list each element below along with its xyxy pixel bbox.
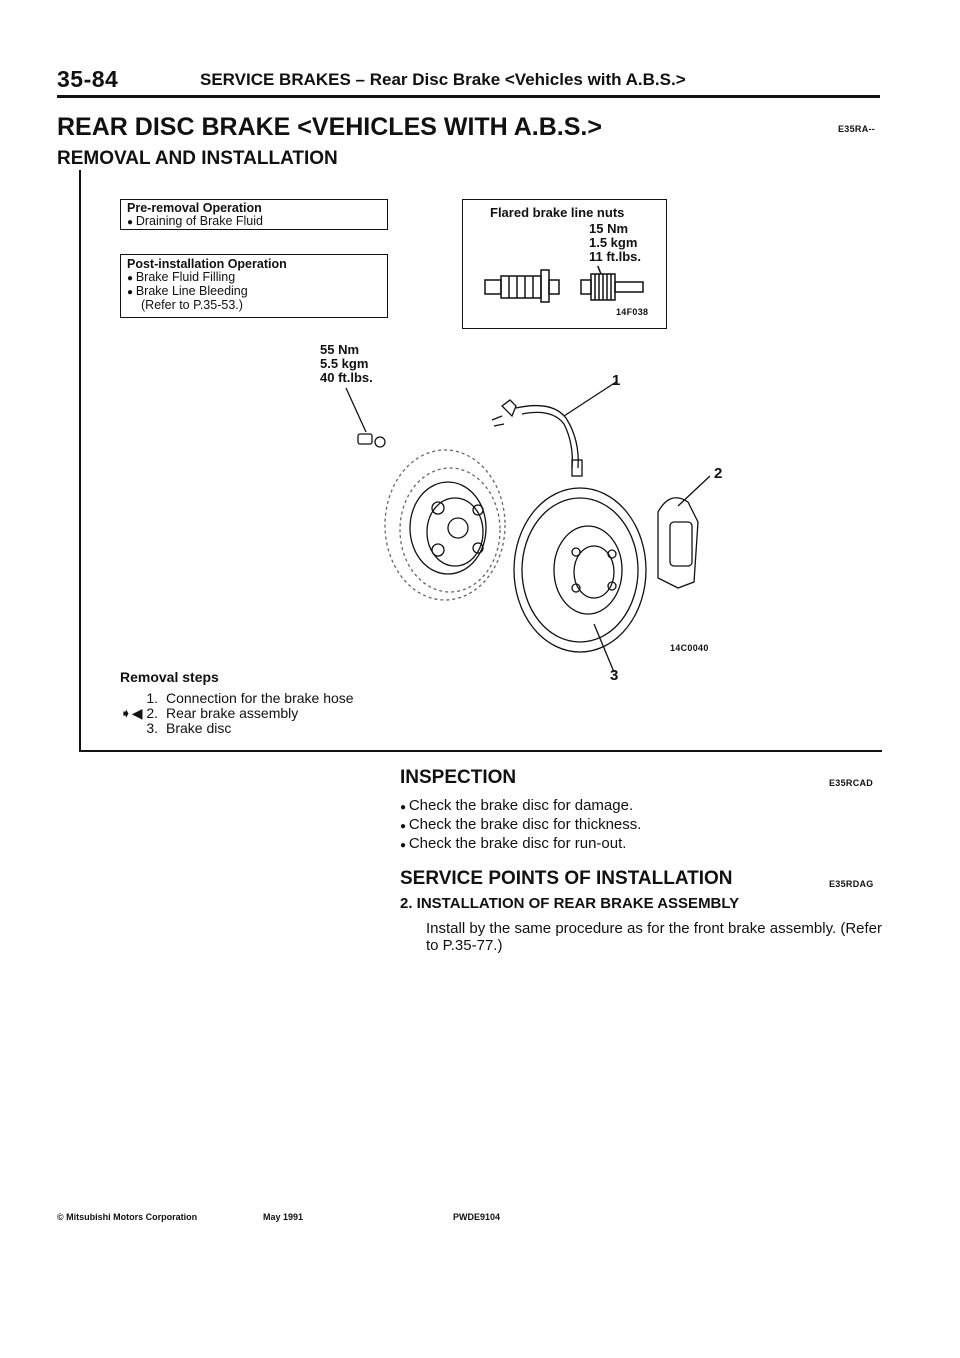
callout-1: 1 [612,372,621,389]
service-step-text: Install by the same procedure as for the front brake assembly. (Refer to P.35-77.) [426,920,882,954]
flare-spec-kgm: 1.5 kgm [589,235,638,250]
pre-removal-item: ● Draining of Brake Fluid [127,215,381,229]
page-title: REAR DISC BRAKE <VEHICLES WITH A.B.S.> [57,113,602,141]
service-points-code: E35RDAG [829,879,874,889]
post-installation-title: Post-installation Operation [127,257,287,271]
service-step-title: 2. INSTALLATION OF REAR BRAKE ASSEMBLY [400,895,740,912]
flare-spec-ftlbs: 11 ft.lbs. [589,249,642,264]
service-points-heading: SERVICE POINTS OF INSTALLATION [400,868,733,889]
step-text: Connection for the brake hose [166,690,354,706]
removal-steps [120,670,354,736]
removal-steps-title: Removal steps [120,669,219,685]
removal-step [120,706,354,721]
step-number: 2. [146,705,159,721]
running-title: SERVICE BRAKES – Rear Disc Brake <Vehicles with A.B.S.> [200,70,686,89]
flare-figure-code: 14F038 [616,307,649,317]
footer-pub-code: PWDE9104 [453,1212,501,1222]
inspection-code: E35RCAD [829,778,874,788]
figure-frame-bottom [79,750,882,752]
flare-box-title: Flared brake line nuts [490,205,625,220]
inspection-list [400,797,641,854]
removal-step [120,721,354,736]
flare-nut-box [462,199,667,329]
inspection-heading: INSPECTION [400,767,517,788]
diagram-code: 14C0040 [670,643,709,653]
torque-spec-nm: 55 Nm [320,342,360,357]
inspection-item: ● Check the brake disc for run-out. [400,835,641,854]
header-rule [57,95,880,98]
inspection-item: ● Check the brake disc for thickness. [400,816,641,835]
torque-spec-ftlbs: 40 ft.lbs. [320,370,373,385]
title-code: E35RA-- [838,124,876,134]
section-subtitle: REMOVAL AND INSTALLATION [57,148,338,169]
step-text: Brake disc [166,720,232,736]
pre-removal-title: Pre-removal Operation [127,201,262,215]
flare-spec-nm: 15 Nm [589,221,629,236]
figure-frame-left [79,170,81,752]
footer-copyright: © Mitsubishi Motors Corporation [57,1212,198,1222]
inspection-item: ● Check the brake disc for damage. [400,797,641,816]
step-number: 1. [146,690,158,706]
post-installation-item: ● Brake Line Bleeding [127,285,381,299]
post-installation-box [120,254,388,318]
callout-2: 2 [714,465,723,482]
removal-step [120,691,354,706]
step-text: Rear brake assembly [166,705,299,721]
callout-3: 3 [610,667,619,684]
service-point-marker: ➧◀ [120,705,143,721]
page-number: 35-84 [57,66,119,92]
flare-nut-illustration [481,266,661,306]
post-installation-note: (Refer to P.35-53.) [141,298,243,312]
torque-spec-kgm: 5.5 kgm [320,356,369,371]
rear-disc-brake-diagram [330,380,740,680]
post-installation-item: ● Brake Fluid Filling [127,271,381,285]
pre-removal-box [120,199,388,230]
footer-date: May 1991 [263,1212,304,1222]
step-number: 3. [146,720,158,736]
